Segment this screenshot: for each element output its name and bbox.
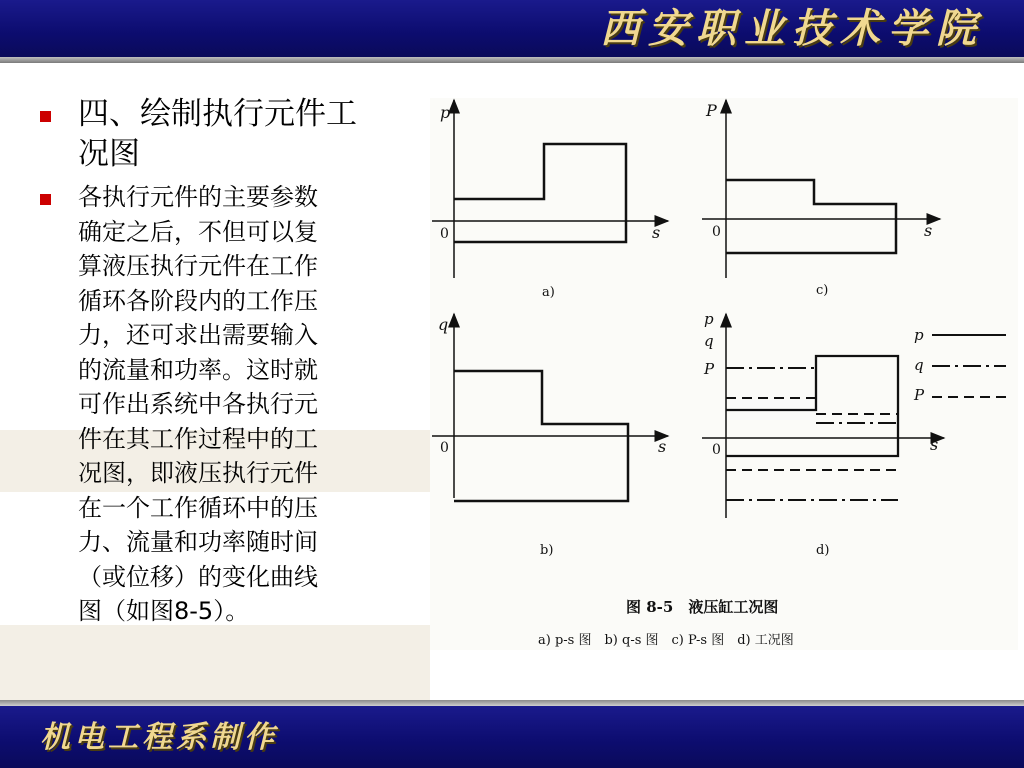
bullet-icon — [40, 194, 51, 205]
footer-credit: 机电工程系制作 — [40, 720, 278, 755]
panel-a-origin: 0 — [440, 226, 449, 242]
panel-c — [702, 100, 940, 298]
slide-body-text: 各执行元件的主要参数确定之后，不但可以复算液压执行元件在工作循环各阶段内的工作压力，还可求出需要输入的流量和功率。这时就可作出系统中各执行元件在其工作过程中的工况图，即液压执行元件在一个工作循环中的压力、流量和功率随时间（或位移）的变化曲线图（如图8-5）。 — [78, 183, 318, 625]
panel-d — [702, 310, 944, 558]
panel-d-x-label: s — [930, 435, 939, 454]
panel-a-label: a) — [542, 285, 555, 300]
figure-sub-caption: a) p-s 图 b) q-s 图 c) P-s 图 d) 工况图 — [538, 633, 794, 648]
panel-c-origin: 0 — [712, 224, 721, 240]
panel-d-y-label-p: p — [704, 310, 714, 328]
panel-d-origin: 0 — [712, 442, 721, 458]
slide-heading: 四、绘制执行元件工况图 — [78, 96, 357, 172]
panel-d-pressure-curve — [726, 356, 898, 456]
panel-a — [432, 100, 668, 300]
figure-caption: 图 8-5 液压缸工况图 — [626, 598, 779, 616]
panel-b-y-label: q — [438, 315, 449, 334]
panel-b — [432, 314, 668, 558]
panel-c-x-label: s — [924, 221, 933, 240]
panel-d-y-label-P: P — [704, 360, 715, 378]
background-band — [0, 625, 430, 700]
panel-d-y-label-q: q — [704, 332, 714, 350]
legend-P-label: P — [914, 386, 925, 404]
panel-a-pressure-curve — [454, 144, 626, 242]
panel-b-x-label: s — [658, 437, 667, 456]
panel-a-x-label: s — [652, 223, 661, 242]
panel-d-label: d) — [816, 543, 830, 558]
panel-d-flow-curve — [726, 368, 898, 500]
panel-b-origin: 0 — [440, 440, 449, 456]
panel-b-label: b) — [540, 543, 554, 558]
school-name-logo: 西安职业技术学院 — [600, 5, 984, 52]
legend — [913, 326, 1006, 404]
panel-d-power-curve — [726, 398, 898, 470]
legend-q-label: q — [914, 356, 924, 374]
panel-c-y-label: P — [706, 101, 717, 120]
panel-c-power-curve — [726, 180, 896, 253]
bullet-icon — [40, 111, 51, 122]
legend-p-label: p — [914, 326, 924, 344]
panel-a-y-label: p — [440, 103, 451, 122]
panel-c-label: c) — [816, 283, 829, 298]
figure-hydraulic-cylinder-diagram — [430, 98, 1018, 650]
